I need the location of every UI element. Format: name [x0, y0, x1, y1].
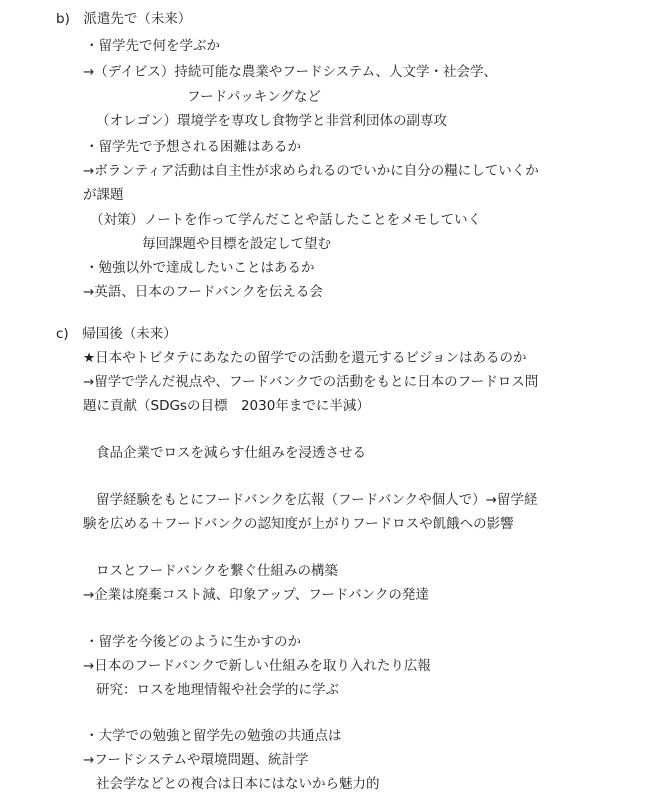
question-what-to-study: ・留学先で何を学ぶか: [85, 38, 220, 54]
answer-research: 研究：ロスを地理情報や社会学的に学ぶ: [96, 682, 339, 698]
question-other-goals: ・勉強以外で達成したいことはあるか: [85, 260, 315, 276]
answer-future-use: →日本のフードバンクで新しい仕組みを取り入れたり広報: [83, 658, 431, 674]
star-question-vision: ★日本やトビタテにあなたの留学での活動を還元するビジョンはあるのか: [83, 350, 527, 366]
answer-volunteer: →ボランティア活動は自主性が求められるのでいかに自分の糧にしていくか: [83, 163, 539, 179]
point-publicity-cont: 験を広める＋フードバンクの認知度が上がりフードロスや飢餓への影響: [83, 516, 514, 532]
countermeasure: （対策）ノートを作って学んだことや話したことをメモしていく: [90, 212, 482, 228]
point-food-companies: 食品企業でロスを減らす仕組みを浸透させる: [96, 445, 366, 461]
answer-vision-cont: 題に貢献（SDGsの目標 2030年までに半減）: [83, 398, 370, 414]
answer-davis: →（デイビス）持続可能な農業やフードシステム、人文学・社会学、: [83, 64, 498, 80]
point-linking-system-cont: →企業は廃棄コスト減、印象アップ、フードバンクの発達: [83, 587, 429, 603]
question-future-use: ・留学を今後どのように生かすのか: [85, 634, 301, 650]
point-linking-system: ロスとフードバンクを繋ぐ仕組みの構築: [96, 563, 339, 579]
section-b-heading: b) 派遣先で（未来）: [56, 11, 192, 27]
question-common-points: ・大学での勉強と留学先の勉強の共通点は: [85, 728, 342, 744]
section-c-heading: c) 帰国後（未来）: [56, 326, 177, 342]
answer-common-points: →フードシステムや環境問題、統計学: [83, 752, 309, 768]
countermeasure-cont: 毎回課題や目標を設定して望む: [142, 236, 331, 252]
answer-davis-cont: フードパッキングなど: [187, 89, 321, 105]
answer-volunteer-cont: が課題: [83, 187, 124, 203]
answer-vision: →留学で学んだ視点や、フードバンクでの活動をもとに日本のフードロス問: [83, 374, 539, 390]
question-difficulties: ・留学先で予想される困難はあるか: [85, 139, 301, 155]
answer-common-points-cont: 社会学などとの複合は日本にはないから魅力的: [96, 776, 380, 792]
answer-oregon: （オレゴン）環境学を専攻し食物学と非営利団体の副専攻: [96, 113, 447, 129]
answer-other-goals: →英語、日本のフードバンクを伝える会: [83, 284, 323, 300]
point-publicity: 留学経験をもとにフードバンクを広報（フードバンクや個人で）→留学経: [96, 492, 538, 508]
